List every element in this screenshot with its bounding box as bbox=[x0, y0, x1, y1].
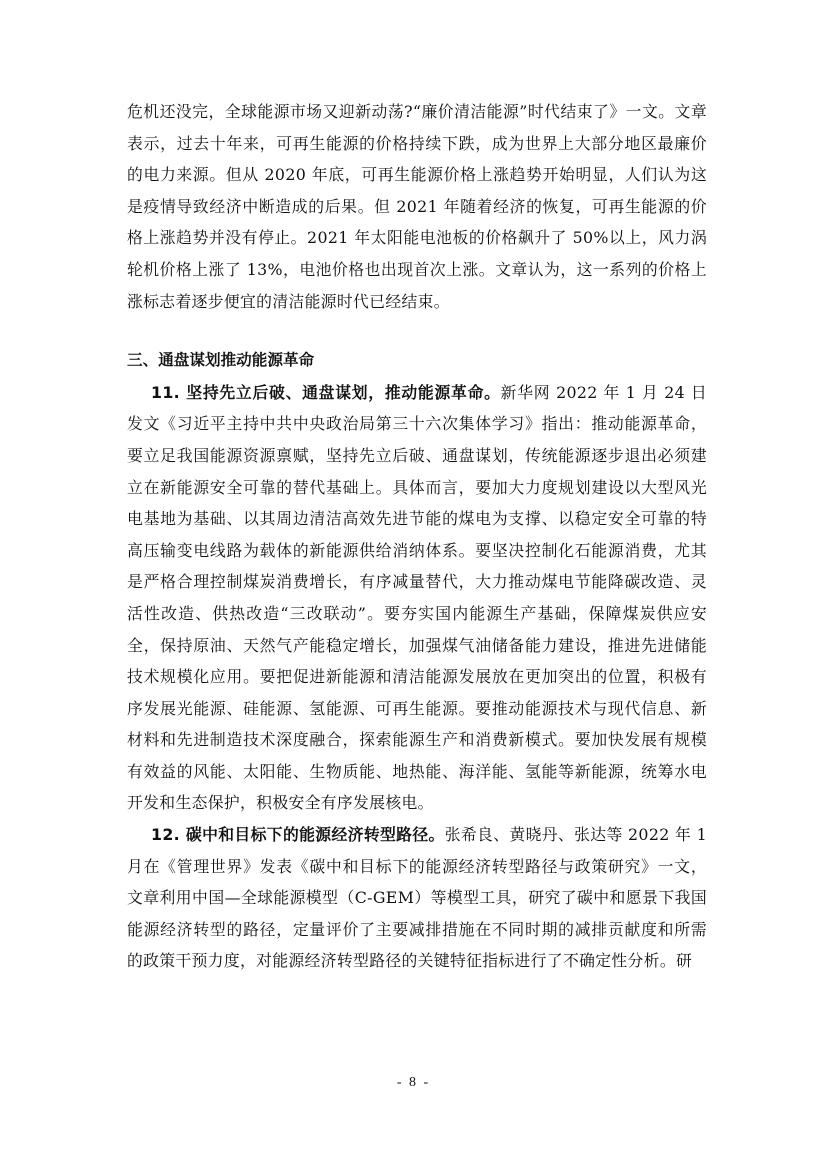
page-body bbox=[127, 96, 707, 977]
item-11-lead: 11. 坚持先立后破、通盘谋划，推动能源革命。 bbox=[151, 382, 501, 402]
item-12-lead: 12. 碳中和目标下的能源经济转型路径。 bbox=[151, 825, 445, 845]
item-11-body: 新华网 2022 年 1 月 24 日发文《习近平主持中共中央政治局第三十六次集体学习》指出：推动能源革命，要立足我国能源资源禀赋，坚持先立后破、通盘谋划，传统能源逐步退出必须建立在新能源安全可靠的替代基础上。具体而言，要加大力度规划建设以大型风光电基地为基础、以其周边清洁高效先进节能的煤电为支撑、以稳定安全可靠的特高压输变电线路为载体的新能源供给消纳体系。要坚决控制化石能源消费，尤其是严格合理控制煤炭消费增长，有序减量替代，大力推动煤电节能降碳改造、灵活性改造、供热改造“三改联动”。要夯实国内能源生产基础，保障煤炭供应安全，保持原油、天然气产能稳定增长，加强煤气油储备能力建设，推进先进储能技术规模化应用。要把促进新能源和清洁能源发展放在更加突出的位置，积极有序发展光能源、硅能源、氢能源、可再生能源。要推动能源技术与现代信息、新材料和先进制造技术深度融合，探索能源生产和消费新模式。要加快发展有规模有效益的风能、太阳能、生物质能、地热能、海洋能、氢能等新能源，统筹水电开发和生态保护，积极安全有序发展核电。 bbox=[127, 382, 707, 813]
item-12-paragraph bbox=[127, 819, 707, 977]
continued-paragraph: 危机还没完，全球能源市场又迎新动荡?“廉价清洁能源”时代结束了》一文。文章表示，过去十年来，可再生能源的价格持续下跌，成为世界上大部分地区最廉价的电力来源。但从 2020 年底，可再生能源价格上涨趋势开始明显，人们认为这是疫情导致经济中断造成的后果。但 2021 年随着经济的恢复，可再生能源的价格上涨趋势并没有停止。2021 年太阳能电池板的价格飙升了 50%以上，风力涡轮机价格上涨了 13%，电池价格也出现首次上涨。文章认为，这一系列的价格上涨标志着逐步便宜的清洁能源时代已经结束。 bbox=[127, 102, 707, 311]
page-number: - 8 - bbox=[396, 1075, 431, 1090]
item-12-body: 张希良、黄晓丹、张达等 2022 年 1 月在《管理世界》发表《碳中和目标下的能源经济转型路径与政策研究》一文，文章利用中国—全球能源模型（C-GEM）等模型工具，研究了碳中和愿景下我国能源经济转型的路径，定量评价了主要减排措施在不同时期的减排贡献度和所需的政策干预力度，对能源经济转型路径的关键特征指标进行了不确定性分析。研 bbox=[127, 825, 707, 971]
section-spacer bbox=[127, 317, 707, 345]
section-heading: 三、通盘谋划推动能源革命 bbox=[127, 351, 315, 370]
item-11-paragraph bbox=[127, 377, 707, 819]
